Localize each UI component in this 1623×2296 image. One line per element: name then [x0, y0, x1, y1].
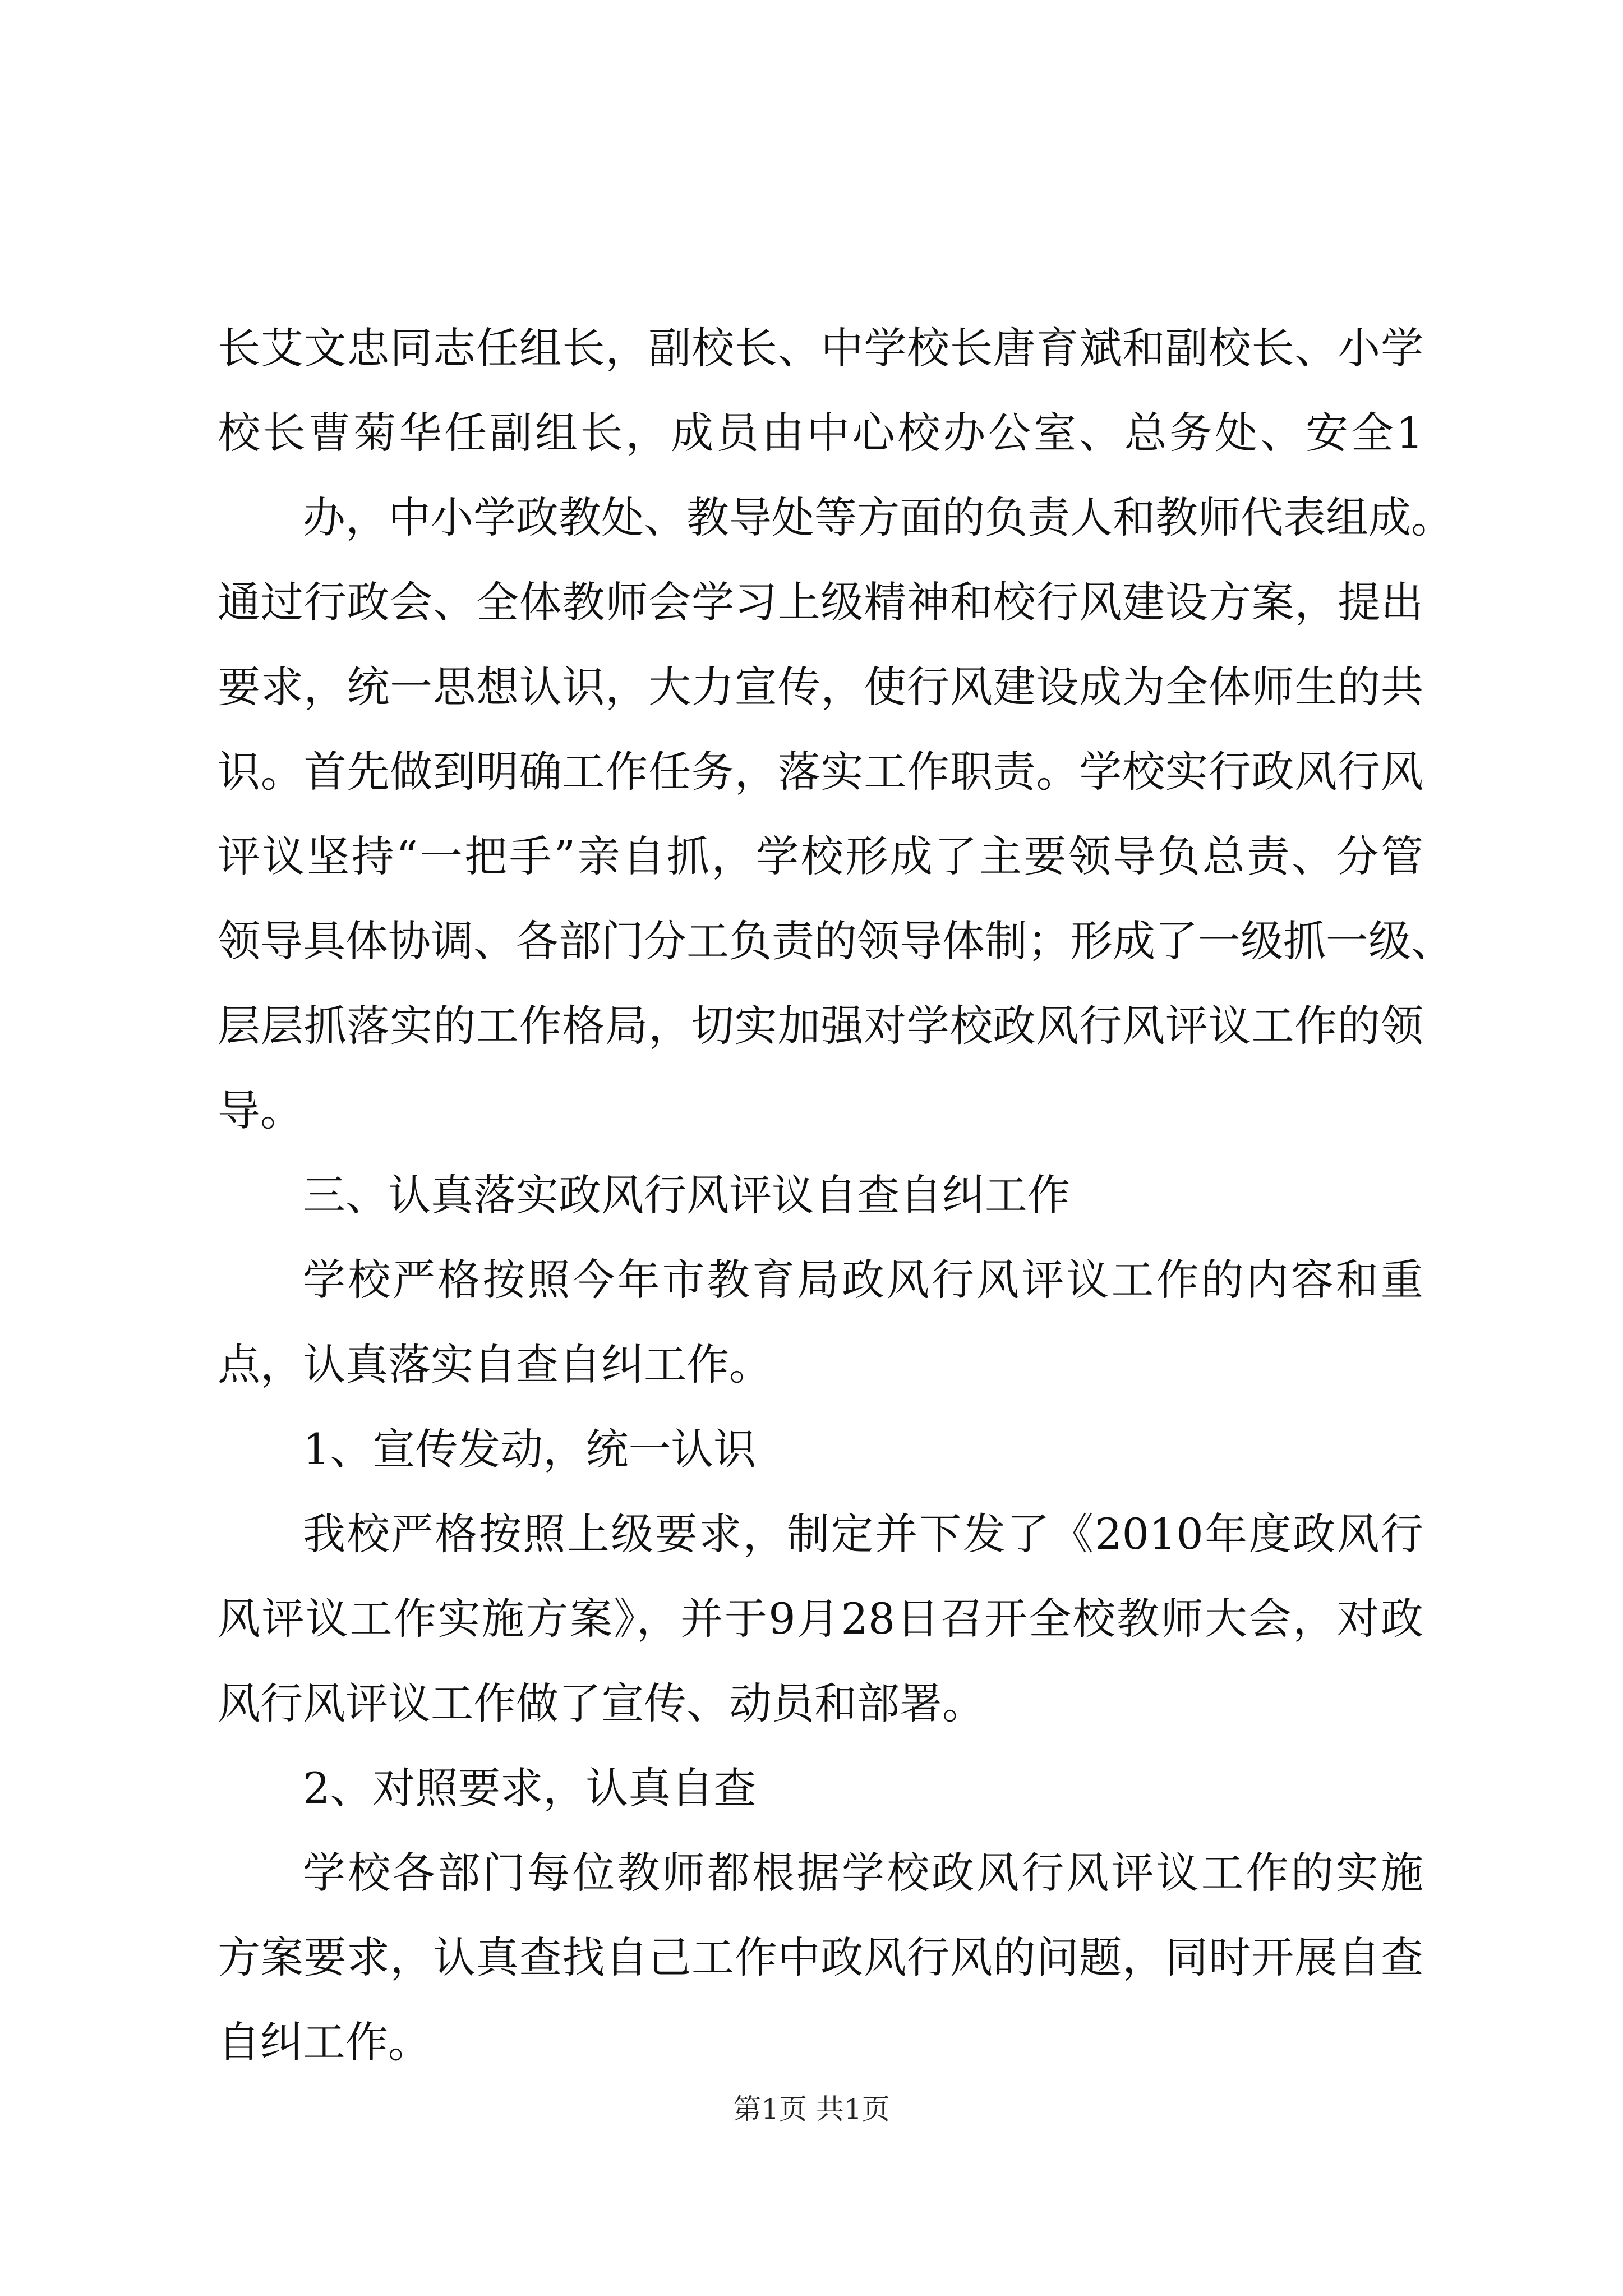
document-body [218, 306, 1454, 2085]
text-line: 我校严格按照上级要求，制定并下发了《2010年度政风行 [303, 1509, 1423, 1559]
text-line: 自纠工作。 [218, 2017, 431, 2067]
text-line: 学校各部门每位教师都根据学校政风行风评议工作的实施 [303, 1848, 1423, 1898]
section-heading: 三、认真落实政风行风评议自查自纠工作 [303, 1170, 1070, 1220]
text-line: 层层抓落实的工作格局，切实加强对学校政风行风评议工作的领 [218, 1001, 1423, 1051]
text-line: 通过行政会、全体教师会学习上级精神和校行风建设方案，提出 [218, 577, 1423, 627]
text-line: 校长曹菊华任副组长，成员由中心校办公室、总务处、安全1 [218, 408, 1423, 458]
text-line: 评议坚持“一把手”亲自抓，学校形成了主要领导负总责、分管 [218, 831, 1423, 881]
page-footer: 第1页 共1页 [733, 2093, 890, 2125]
text-line: 导。 [218, 1085, 303, 1135]
text-line: 学校严格按照今年市教育局政风行风评议工作的内容和重 [303, 1255, 1423, 1305]
text-line: 识。首先做到明确工作任务，落实工作职责。学校实行政风行风 [218, 747, 1423, 797]
text-line: 风行风评议工作做了宣传、动员和部署。 [218, 1678, 985, 1728]
subsection-heading: 1、宣传发动，统一认识 [303, 1424, 757, 1474]
text-line: 办，中小学政教处、教导处等方面的负责人和教师代表组成。 [303, 493, 1454, 542]
text-line: 方案要求，认真查找自己工作中政风行风的问题，同时开展自查 [218, 1932, 1423, 1982]
text-line: 要求，统一思想认识，大力宣传，使行风建设成为全体师生的共 [218, 662, 1423, 712]
text-line: 领导具体协调、各部门分工负责的领导体制；形成了一级抓一级、 [218, 916, 1454, 966]
subsection-heading: 2、对照要求，认真自查 [303, 1763, 757, 1813]
text-line: 点，认真落实自查自纠工作。 [218, 1340, 772, 1389]
text-line: 长艾文忠同志任组长，副校长、中学校长唐育斌和副校长、小学 [218, 323, 1423, 373]
text-line: 风评议工作实施方案》，并于9月28日召开全校教师大会，对政 [218, 1594, 1423, 1644]
